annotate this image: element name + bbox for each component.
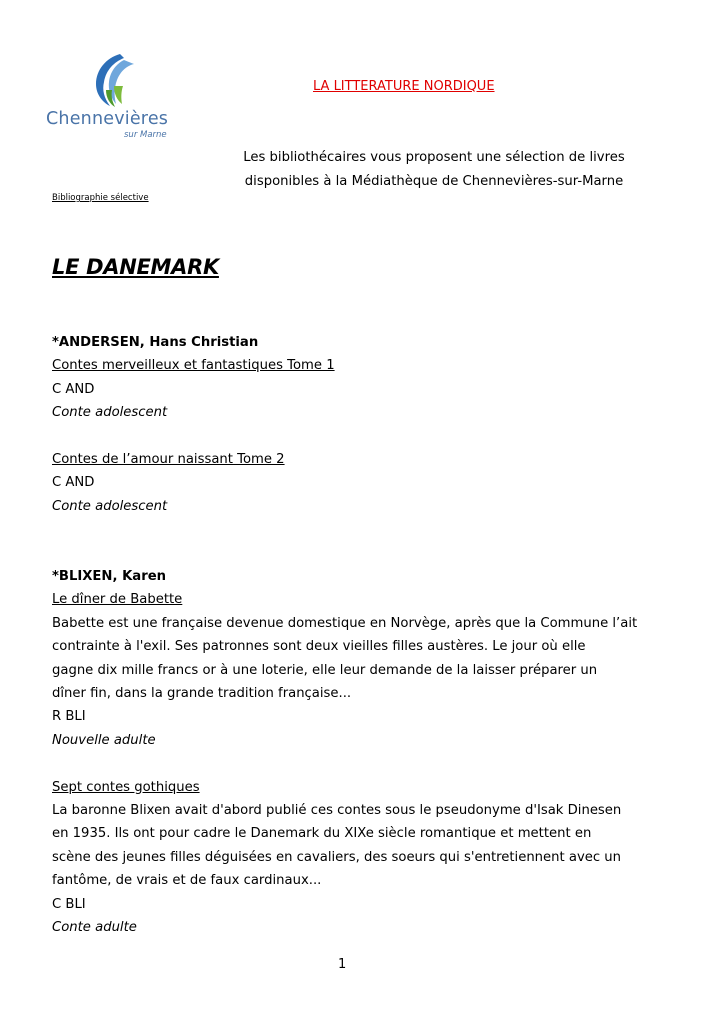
chennevieres-logo-icon [90,52,136,108]
intro-text [234,146,634,194]
call-number: C AND [52,475,95,491]
book-entry [52,588,664,752]
call-number: R BLI [52,709,86,725]
page-number: 1 [338,957,347,972]
author-entry-andersen [52,331,664,518]
genre-label: Conte adolescent [52,498,168,514]
country-heading: LE DANEMARK [52,255,219,279]
author-entry-blixen [52,565,664,939]
bibliography-list [52,331,664,940]
author-name: *ANDERSEN, Hans Christian [52,335,259,350]
chennevieres-logo [44,52,179,144]
spacer [52,425,664,448]
page-title: LA LITTERATURE NORDIQUE [313,79,495,94]
spacer [52,518,664,565]
genre-label: Conte adolescent [52,405,168,421]
book-title: Contes de l’amour naissant Tome 2 [52,452,285,468]
spacer [52,752,664,775]
logo-town-subtitle: sur Marne [124,130,167,140]
genre-label: Nouvelle adulte [52,732,156,748]
book-summary-line: La baronne Blixen avait d'abord publié ces contes sous le pseudonyme d'Isak Dinesen [52,803,622,819]
book-summary-line: dîner fin, dans la grande tradition française... [52,686,352,702]
book-summary-line: fantôme, de vrais et de faux cardinaux... [52,873,322,889]
book-entry [52,448,664,518]
book-title: Le dîner de Babette [52,592,183,608]
book-title: Sept contes gothiques [52,779,200,795]
book-entry [52,354,664,424]
book-summary-line: gagne dix mille francs or à une loterie, elle leur demande de la laisser préparer un [52,662,598,678]
intro-line: disponibles à la Médiathèque de Chennevières-sur-Marne [244,174,624,189]
intro-line: Les bibliothécaires vous proposent une sélection de livres [243,150,625,165]
bibliography-tag: Bibliographie sélective [52,193,149,203]
book-title: Contes merveilleux et fantastiques Tome 1 [52,358,335,374]
call-number: C BLI [52,896,86,912]
book-entry [52,776,664,940]
book-summary-line: en 1935. Ils ont pour cadre le Danemark du XIXe siècle romantique et mettent en [52,826,592,842]
book-summary-line: contrainte à l'exil. Ses patronnes sont deux vieilles filles austères. Le jour où elle [52,639,586,655]
logo-town-name: Chennevières [46,109,169,129]
call-number: C AND [52,381,95,397]
author-name: *BLIXEN, Karen [52,569,167,585]
genre-label: Conte adulte [52,920,137,936]
book-summary-line: Babette est une française devenue domestique en Norvège, après que la Commune l’ait [52,615,638,631]
book-summary-line: scène des jeunes filles déguisées en cavaliers, des soeurs qui s'entretiennent avec un [52,849,622,865]
